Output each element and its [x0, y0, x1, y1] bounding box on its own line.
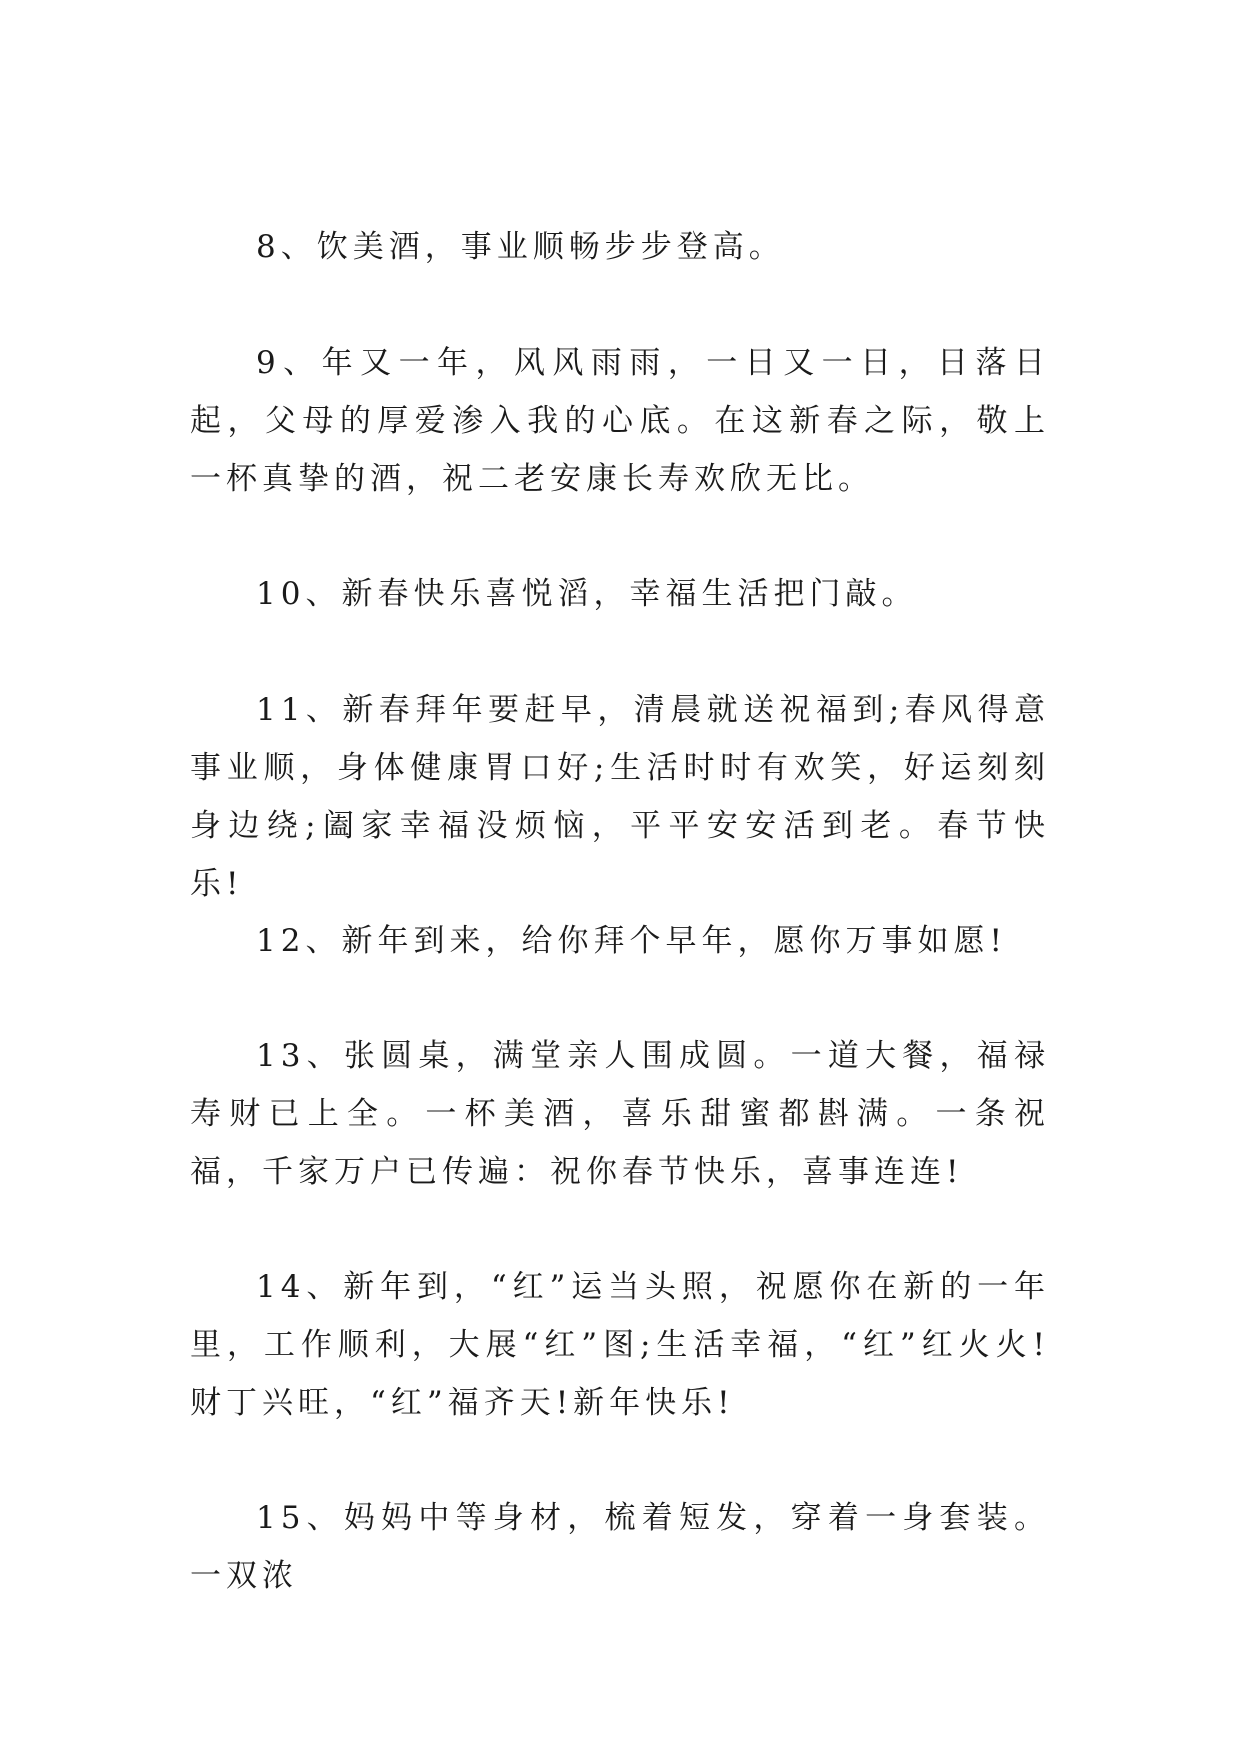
- paragraph-text: 11、新春拜年要赶早，清晨就送祝福到;春风得意事业顺，身体健康胃口好;生活时时有欢笑，好运刻刻身边绕;阖家幸福没烦恼，平平安安活到老。春节快乐!: [190, 692, 1050, 902]
- paragraph-text: 10、新春快乐喜悦滔，幸福生活把门敲。: [256, 576, 918, 612]
- paragraph-15: [190, 1489, 1050, 1605]
- paragraph-10: [190, 565, 1050, 623]
- paragraph-8: [190, 218, 1050, 276]
- paragraph-14: [190, 1258, 1050, 1432]
- paragraph-12: [190, 912, 1050, 970]
- paragraph-13: [190, 1027, 1050, 1201]
- paragraph-text: 13、张圆桌，满堂亲人围成圆。一道大餐，福禄寿财已上全。一杯美酒，喜乐甜蜜都斟满。一条祝福，千家万户已传遍：祝你春节快乐，喜事连连!: [190, 1038, 1050, 1190]
- paragraph-text: 9、年又一年，风风雨雨，一日又一日，日落日起，父母的厚爱渗入我的心底。在这新春之际，敬上一杯真挚的酒，祝二老安康长寿欢欣无比。: [190, 345, 1050, 497]
- paragraph-9: [190, 334, 1050, 508]
- paragraph-text: 8、饮美酒，事业顺畅步步登高。: [256, 229, 785, 265]
- paragraph-text: 15、妈妈中等身材，梳着短发，穿着一身套装。一双浓: [190, 1500, 1050, 1594]
- paragraph-text: 12、新年到来，给你拜个早年，愿你万事如愿!: [256, 923, 1007, 959]
- paragraph-text: 14、新年到，“红”运当头照，祝愿你在新的一年里，工作顺利，大展“红”图;生活幸福，“红”红火火!财丁兴旺，“红”福齐天!新年快乐!: [190, 1269, 1050, 1421]
- paragraph-11: [190, 681, 1050, 913]
